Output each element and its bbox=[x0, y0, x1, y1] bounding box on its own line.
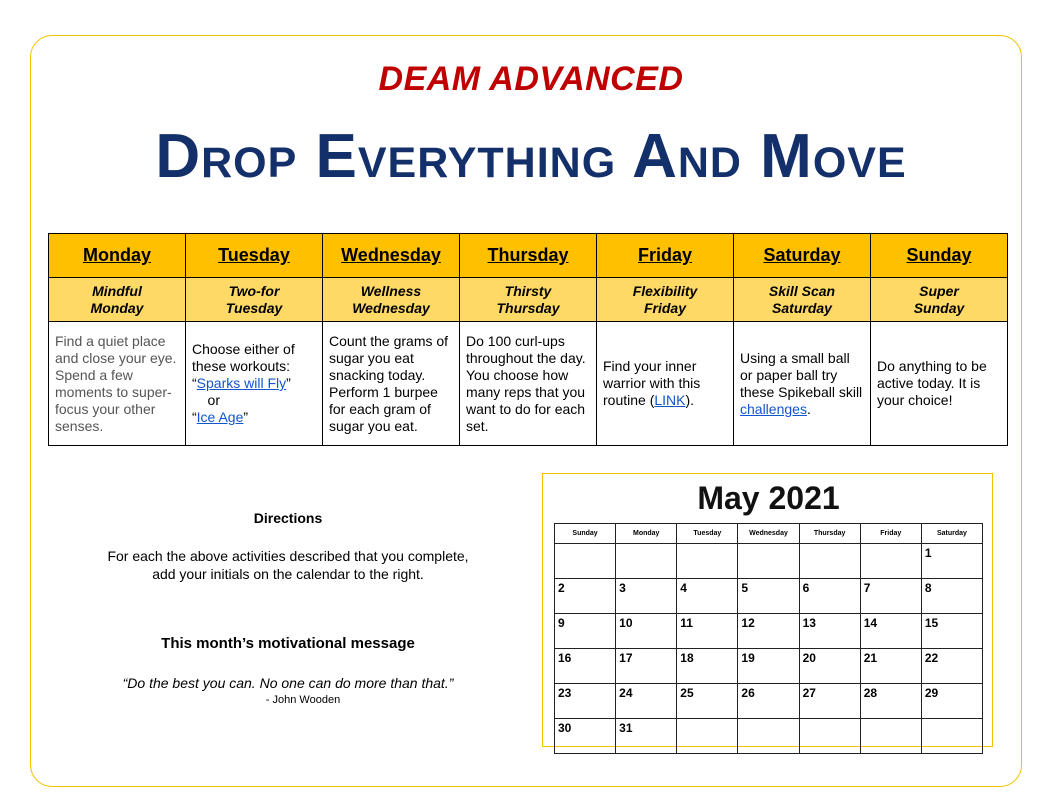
calendar-day-cell[interactable]: 16 bbox=[555, 649, 616, 684]
day-header-sunday: Sunday bbox=[871, 234, 1008, 278]
theme-friday bbox=[597, 278, 734, 322]
day-header-wednesday: Wednesday bbox=[323, 234, 460, 278]
weekday-wednesday: Wednesday bbox=[738, 524, 799, 544]
calendar-day-cell[interactable]: 27 bbox=[799, 684, 860, 719]
day-header-tuesday: Tuesday bbox=[186, 234, 323, 278]
day-header-row bbox=[49, 234, 1008, 278]
calendar-day-cell[interactable]: 25 bbox=[677, 684, 738, 719]
calendar-day-cell[interactable]: 30 bbox=[555, 719, 616, 754]
theme-line: Monday bbox=[90, 299, 144, 316]
calendar-day-cell[interactable]: 11 bbox=[677, 614, 738, 649]
calendar-day-cell[interactable]: 29 bbox=[921, 684, 982, 719]
activity-text: Choose either of these workouts: bbox=[192, 341, 295, 374]
calendar-day-cell[interactable]: 26 bbox=[738, 684, 799, 719]
calendar-day-cell[interactable] bbox=[616, 544, 677, 579]
motivation-heading: This month’s motivational message bbox=[161, 635, 415, 652]
weekday-friday: Friday bbox=[860, 524, 921, 544]
program-subtitle: DEAM ADVANCED bbox=[378, 60, 684, 98]
activity-text: ” bbox=[243, 409, 249, 425]
directions-heading: Directions bbox=[253, 510, 323, 526]
theme-line: Sunday bbox=[913, 299, 965, 316]
theme-line: Thursday bbox=[496, 299, 560, 316]
weekday-sunday: Sunday bbox=[555, 524, 616, 544]
activity-row bbox=[49, 322, 1008, 446]
quote-author: - John Wooden bbox=[265, 694, 341, 706]
calendar-day-cell[interactable]: 4 bbox=[677, 579, 738, 614]
calendar-grid bbox=[554, 523, 983, 754]
activity-tuesday bbox=[186, 322, 323, 446]
calendar-day-cell[interactable]: 19 bbox=[738, 649, 799, 684]
activity-text: . bbox=[806, 400, 811, 417]
weekday-saturday: Saturday bbox=[921, 524, 982, 544]
activity-text: Find your inner warrior with this routine ( bbox=[603, 358, 701, 408]
calendar-day-cell[interactable]: 1 bbox=[921, 544, 982, 579]
calendar-week-row bbox=[555, 579, 983, 614]
calendar-body bbox=[555, 544, 983, 754]
calendar-day-cell[interactable]: 20 bbox=[799, 649, 860, 684]
calendar-week-row bbox=[555, 649, 983, 684]
theme-line: Mindful bbox=[92, 282, 142, 299]
theme-tuesday bbox=[186, 278, 323, 322]
theme-line: Wellness bbox=[360, 282, 422, 299]
activity-saturday bbox=[734, 322, 871, 446]
activity-friday bbox=[597, 322, 734, 446]
theme-sunday bbox=[871, 278, 1008, 322]
weekday-monday: Monday bbox=[616, 524, 677, 544]
calendar-day-cell[interactable]: 14 bbox=[860, 614, 921, 649]
calendar-day-cell[interactable] bbox=[677, 544, 738, 579]
theme-saturday bbox=[734, 278, 871, 322]
calendar-week-row bbox=[555, 544, 983, 579]
activity-text: Do anything to be active today. It is your choice! bbox=[877, 358, 987, 408]
month-calendar bbox=[542, 473, 993, 747]
calendar-day-cell[interactable]: 2 bbox=[555, 579, 616, 614]
calendar-day-cell[interactable]: 15 bbox=[921, 614, 982, 649]
theme-line: Two-for bbox=[228, 282, 280, 299]
theme-wednesday bbox=[323, 278, 460, 322]
calendar-week-row bbox=[555, 684, 983, 719]
theme-line: Wednesday bbox=[352, 299, 430, 316]
calendar-weekday-row bbox=[555, 524, 983, 544]
activity-text: ” bbox=[286, 375, 291, 391]
activity-text: or bbox=[192, 392, 221, 408]
theme-thursday bbox=[460, 278, 597, 322]
calendar-day-cell[interactable]: 31 bbox=[616, 719, 677, 754]
activity-wednesday bbox=[323, 322, 460, 446]
calendar-day-cell[interactable]: 7 bbox=[860, 579, 921, 614]
calendar-day-cell[interactable]: 3 bbox=[616, 579, 677, 614]
calendar-day-cell[interactable] bbox=[860, 719, 921, 754]
activity-text: Using a small ball or paper ball try these Spikeball skill bbox=[740, 349, 863, 400]
activity-text: Find a quiet place and close your eye. Spend a few moments to super-focus your other senses. bbox=[55, 332, 177, 434]
calendar-day-cell[interactable]: 6 bbox=[799, 579, 860, 614]
theme-monday bbox=[49, 278, 186, 322]
day-header-monday: Monday bbox=[49, 234, 186, 278]
calendar-day-cell[interactable]: 18 bbox=[677, 649, 738, 684]
activity-sunday bbox=[871, 322, 1008, 446]
calendar-day-cell[interactable]: 24 bbox=[616, 684, 677, 719]
calendar-week-row bbox=[555, 719, 983, 754]
calendar-day-cell[interactable]: 22 bbox=[921, 649, 982, 684]
calendar-day-cell[interactable] bbox=[738, 544, 799, 579]
theme-line: Flexibility bbox=[632, 282, 698, 299]
activity-text: “ bbox=[192, 409, 197, 425]
day-header-friday: Friday bbox=[597, 234, 734, 278]
theme-line: Friday bbox=[643, 299, 686, 316]
calendar-day-cell[interactable] bbox=[555, 544, 616, 579]
calendar-day-cell[interactable] bbox=[799, 544, 860, 579]
calendar-day-cell[interactable]: 10 bbox=[616, 614, 677, 649]
weekday-tuesday: Tuesday bbox=[677, 524, 738, 544]
theme-line: Skill Scan bbox=[768, 282, 836, 299]
calendar-day-cell[interactable]: 13 bbox=[799, 614, 860, 649]
calendar-day-cell[interactable] bbox=[738, 719, 799, 754]
theme-line: Thirsty bbox=[504, 282, 552, 299]
directions-line: For each the above activities described that you complete, bbox=[107, 548, 469, 564]
activity-link[interactable]: LINK bbox=[654, 392, 686, 408]
activity-text: Do 100 curl-ups throughout the day. You choose how many reps that you want to do for each set. bbox=[466, 332, 586, 434]
calendar-day-cell[interactable]: 28 bbox=[860, 684, 921, 719]
calendar-day-cell[interactable]: 9 bbox=[555, 614, 616, 649]
motivation-quote: “Do the best you can. No one can do more than that.” bbox=[122, 675, 454, 691]
day-header-saturday: Saturday bbox=[734, 234, 871, 278]
activity-link[interactable]: Sparks will Fly bbox=[196, 375, 287, 391]
activity-text: Count the grams of sugar you eat snacking today. Perform 1 burpee for each gram of sugar you eat. bbox=[329, 332, 449, 434]
calendar-day-cell[interactable] bbox=[860, 544, 921, 579]
theme-line: Saturday bbox=[772, 299, 832, 316]
calendar-day-cell[interactable]: 8 bbox=[921, 579, 982, 614]
activity-thursday bbox=[460, 322, 597, 446]
calendar-day-cell[interactable]: 12 bbox=[738, 614, 799, 649]
theme-line: Tuesday bbox=[225, 299, 283, 316]
theme-row bbox=[49, 278, 1008, 322]
day-header-thursday: Thursday bbox=[460, 234, 597, 278]
calendar-day-cell[interactable] bbox=[921, 719, 982, 754]
calendar-day-cell[interactable]: 17 bbox=[616, 649, 677, 684]
calendar-day-cell[interactable] bbox=[677, 719, 738, 754]
activity-link[interactable]: Ice Age bbox=[196, 409, 244, 425]
calendar-day-cell[interactable] bbox=[799, 719, 860, 754]
calendar-week-row bbox=[555, 614, 983, 649]
calendar-title: May 2021 bbox=[697, 480, 840, 516]
calendar-day-cell[interactable]: 21 bbox=[860, 649, 921, 684]
activity-text: ). bbox=[685, 392, 695, 408]
directions-line: add your initials on the calendar to the right. bbox=[152, 566, 424, 582]
weekly-activity-table bbox=[48, 233, 1008, 446]
page-title: Drop Everything And Move bbox=[155, 122, 907, 191]
calendar-day-cell[interactable]: 23 bbox=[555, 684, 616, 719]
calendar-day-cell[interactable]: 5 bbox=[738, 579, 799, 614]
activity-link[interactable]: challenges bbox=[740, 400, 807, 417]
theme-line: Super bbox=[919, 282, 959, 299]
activity-monday bbox=[49, 322, 186, 446]
weekday-thursday: Thursday bbox=[799, 524, 860, 544]
directions-text bbox=[90, 547, 486, 583]
activity-text: “ bbox=[192, 375, 197, 391]
